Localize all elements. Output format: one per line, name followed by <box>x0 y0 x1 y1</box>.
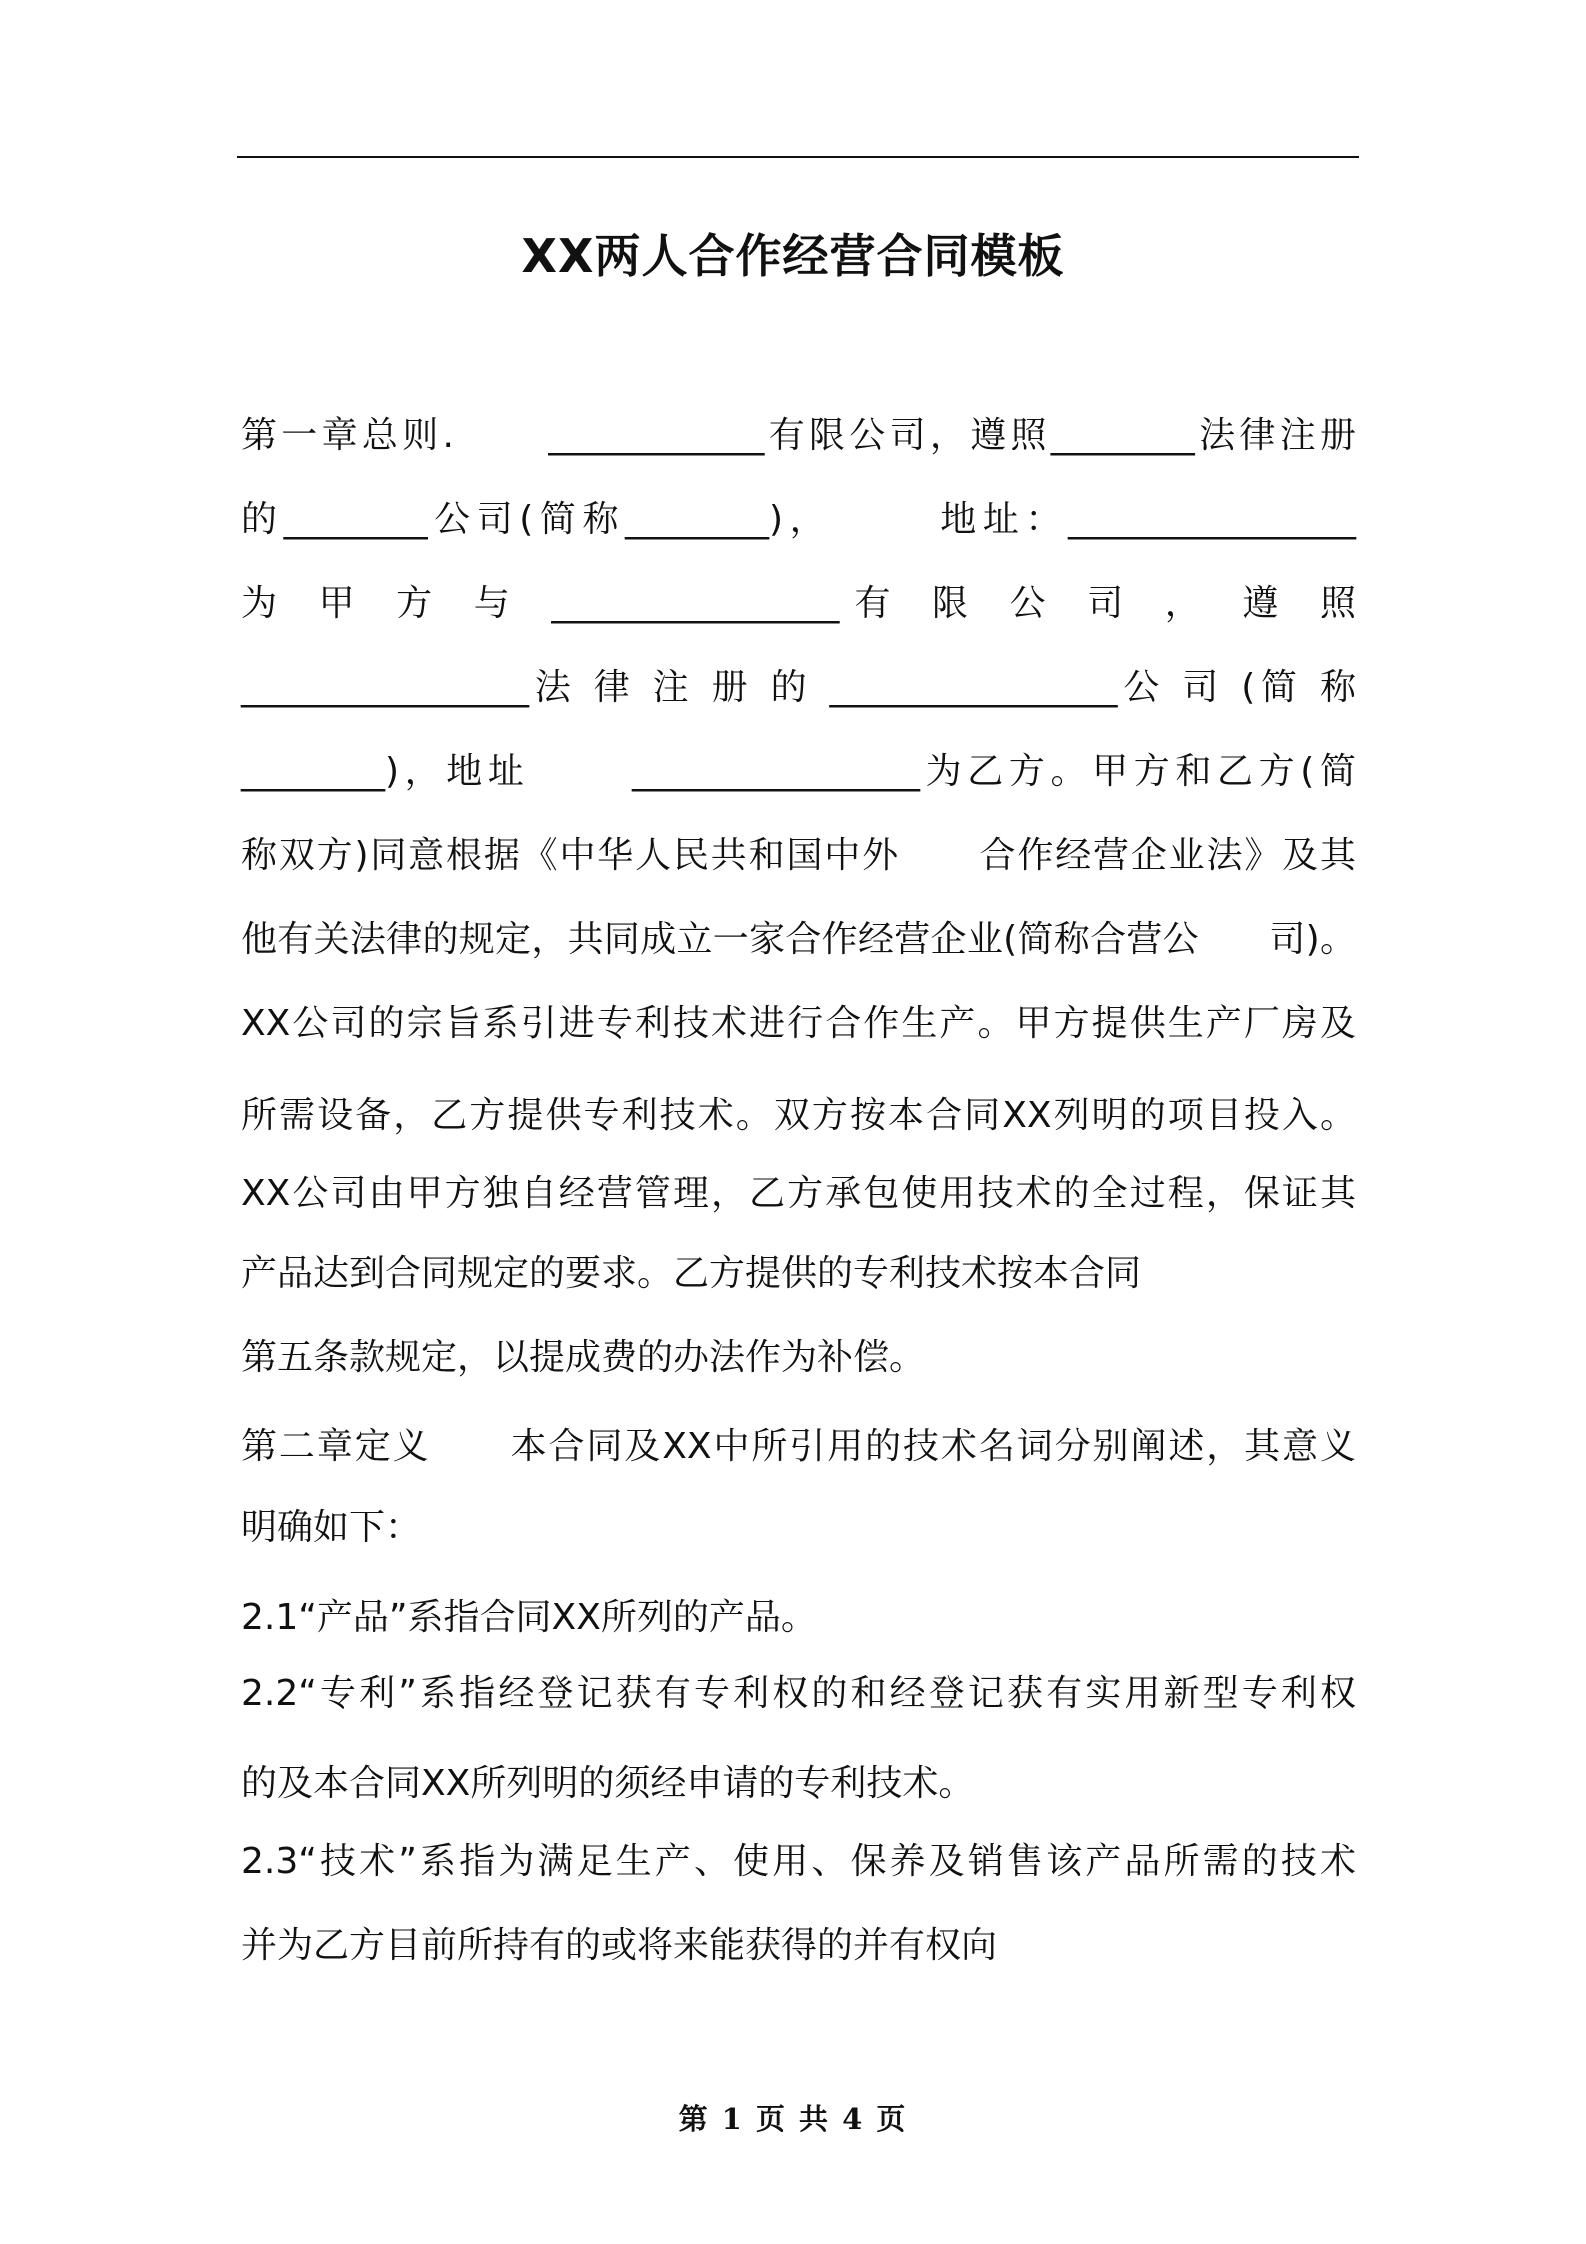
chapter-1-line-11: 产品达到合同规定的要求。乙方提供的专利技术按本合同 <box>241 1253 1142 1294</box>
chapter-1-line-1: 第一章总则. ____________有限公司，遵照________法律注册 <box>241 415 1356 456</box>
chapter-2-line-2: 明确如下： <box>241 1507 422 1548</box>
chapter-1-line-10: XX公司由甲方独自经营管理，乙方承包使用技术的全过程，保证其 <box>241 1173 1356 1214</box>
header-rule <box>237 156 1359 158</box>
document-title: XX两人合作经营合同模板 <box>521 229 1065 283</box>
chapter-2-line-1: 第二章定义 本合同及XX中所引用的技术名词分别阐述，其意义 <box>241 1426 1356 1467</box>
chapter-1-line-12: 第五条款规定，以提成费的办法作为补偿。 <box>241 1337 926 1378</box>
clause-2-1: 2.1“产品”系指合同XX所列的产品。 <box>241 1597 817 1638</box>
chapter-1-line-3: 为 甲 方 与 ________________有 限 公 司 ， 遵 照 <box>241 583 1356 624</box>
chapter-1-line-5: ________)，地址 ________________为乙方。甲方和乙方(简 <box>241 751 1356 792</box>
clause-2-3-line-1: 2.3“技术”系指为满足生产、使用、保养及销售该产品所需的技术 <box>241 1841 1356 1882</box>
clause-2-2-line-1: 2.2“专利”系指经登记获有专利权的和经登记获有实用新型专利权 <box>241 1673 1356 1714</box>
chapter-1-line-6: 称双方)同意根据《中华人民共和国中外 合作经营企业法》及其 <box>241 835 1356 876</box>
chapter-1-line-7: 他有关法律的规定，共同成立一家合作经营企业(简称合营公 司)。 <box>241 919 1356 960</box>
chapter-1-line-4: ________________法 律 注 册 的 ________________公 司 (简 称 <box>241 667 1356 708</box>
chapter-1-line-8: XX公司的宗旨系引进专利技术进行合作生产。甲方提供生产厂房及 <box>241 1003 1356 1044</box>
chapter-1-line-2: 的________公司(简称________)， 地址：________________ <box>241 499 1356 540</box>
clause-2-2-line-2: 的及本合同XX所列明的须经申请的专利技术。 <box>241 1763 975 1804</box>
chapter-1-line-9: 所需设备，乙方提供专利技术。双方按本合同XX列明的项目投入。 <box>241 1095 1356 1136</box>
clause-2-3-line-2: 并为乙方目前所持有的或将来能获得的并有权向 <box>241 1925 998 1966</box>
page-number-footer: 第 1 页 共 4 页 <box>678 2102 908 2136</box>
